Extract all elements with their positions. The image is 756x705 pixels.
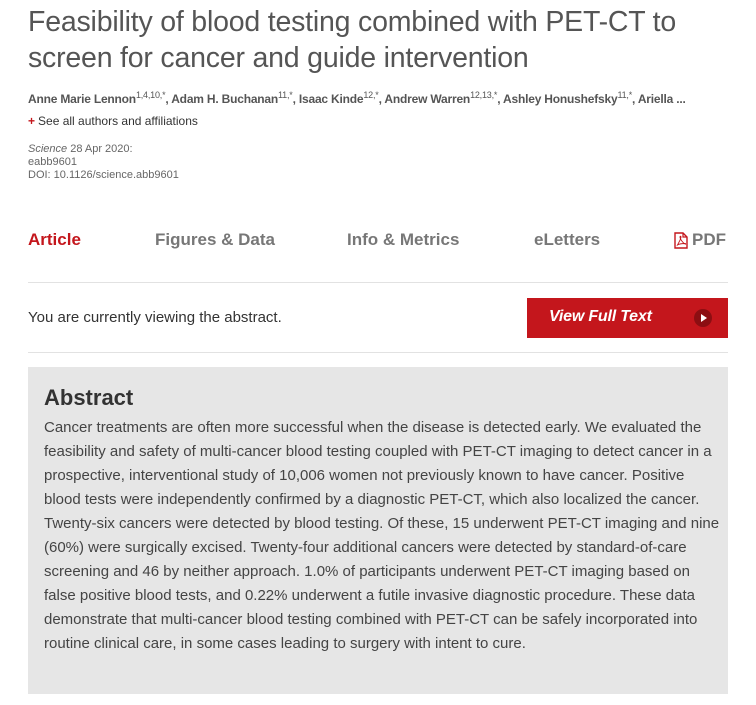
article-id: eabb9601	[28, 156, 77, 168]
article-tabs	[28, 224, 728, 260]
abstract-text: Cancer treatments are often more successful when the disease is detected early. We evaluated the feasibility and safety of multi-cancer blood testing coupled with PET-CT imaging to detect cancer in a prospective, interventional study of 10,006 women not previously known to have cancer. Positive blood tests were independently confirmed by a diagnostic PET-CT, which also localized the cancer. Twenty-six cancers were detected by blood testing. Of these, 15 underwent PET-CT imaging and nine (60%) were surgically excised. Twenty-four additional cancers were detected by standard-of-care screening and 46 by neither approach. 1.0% of participants underwent PET-CT imaging based on false positive blood tests, and 0.22% underwent a futile invasive diagnostic procedure. These data demonstrate that multi-cancer blood testing combined with PET-CT can be safely incorporated into routine clinical care, in some cases leading to surgery with intent to cure.	[44, 419, 720, 652]
tab-info-metrics[interactable]: Info & Metrics	[347, 230, 460, 249]
divider	[28, 352, 728, 353]
journal-name: Science	[28, 143, 68, 155]
tab-figures-data[interactable]: Figures & Data	[155, 230, 275, 249]
publication-date: 28 Apr 2020:	[67, 143, 133, 155]
author-list: Anne Marie Lennon$^{1,4,10,*}$, Adam H. Buchanan$^{11,*}$, Isaac Kinde$^{12,*}$, Andrew Warren$^{12,13,*}$, Ashley Honushefsky$^{11,*}$, Ariella ...	[28, 90, 686, 106]
author-link[interactable]: Andrew Warren$^{12,13,*}$	[384, 90, 498, 106]
author-link[interactable]: Anne Marie Lennon$^{1,4,10,*}$	[28, 90, 166, 106]
abstract-section	[28, 367, 728, 694]
pdf-icon	[674, 232, 688, 249]
viewing-status: You are currently viewing the abstract.	[28, 309, 282, 326]
view-full-text-button[interactable]	[527, 298, 728, 338]
tab-pdf-label: PDF	[692, 230, 726, 249]
tab-article[interactable]: Article	[28, 230, 81, 249]
play-icon	[694, 309, 712, 327]
tab-pdf[interactable]	[674, 230, 726, 250]
tab-eletters[interactable]: eLetters	[534, 230, 601, 249]
see-all-authors-link[interactable]	[28, 114, 198, 128]
see-all-label: See all authors and affiliations	[38, 114, 198, 128]
abstract-heading: Abstract	[44, 385, 134, 410]
author-link[interactable]: Isaac Kinde$^{12,*}$	[298, 90, 379, 106]
author-link[interactable]: Ashley Honushefsky$^{11,*}$	[503, 90, 632, 106]
divider	[28, 282, 728, 283]
author-link[interactable]: Ariella ...	[637, 92, 686, 106]
plus-icon: +	[28, 114, 36, 128]
citation	[28, 143, 179, 182]
doi: DOI: 10.1126/science.abb9601	[28, 169, 179, 181]
article-title: Feasibility of blood testing combined with PET-CT to screen for cancer and guide intervention	[28, 6, 677, 74]
view-full-text-label: View Full Text	[549, 308, 652, 325]
author-link[interactable]: Adam H. Buchanan$^{11,*}$	[171, 90, 293, 106]
